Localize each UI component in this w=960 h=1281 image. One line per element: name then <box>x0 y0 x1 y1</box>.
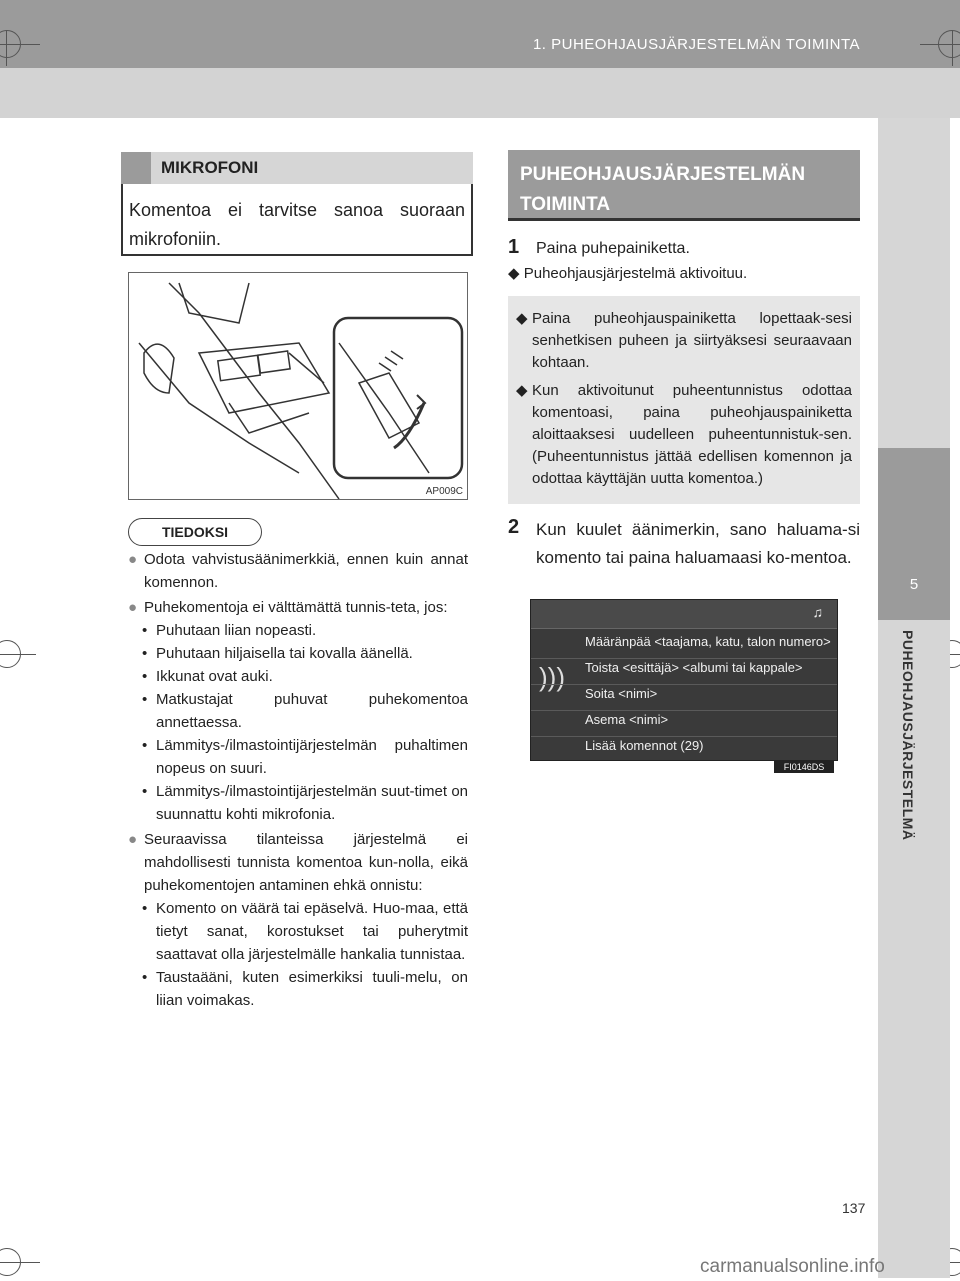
diamond-bullet-icon: ◆ <box>508 265 520 282</box>
step-2 <box>508 516 860 572</box>
note-sub-item: • Ikkunat ovat auki. <box>142 668 273 685</box>
info-item: ◆ Paina puheohjauspainiketta lopettaak-sesi senhetkisen puheen ja siirtyäksesi seuraavaan kohtaan. <box>516 310 852 371</box>
microphone-illustration <box>128 272 468 500</box>
chapter-number-box <box>878 448 950 620</box>
screen-figure-code: FI0146DS <box>774 761 834 773</box>
step-1 <box>508 236 860 262</box>
command-row[interactable]: Lisää komennot (29) <box>585 738 704 753</box>
voice-speaking-icon: ))) <box>539 662 565 692</box>
note-sub-item: • Puhutaan hiljaisella tai kovalla äänellä. <box>142 645 413 662</box>
registration-circle <box>0 1248 21 1276</box>
screen-top-bar <box>531 600 837 629</box>
command-row[interactable]: Soita <nimi> <box>531 680 837 711</box>
chapter-number: 5 <box>909 576 919 593</box>
diamond-bullet-icon: ◆ <box>516 382 528 399</box>
note-bullet: ● Puhekomentoja ei välttämättä tunnis-teta, jos: <box>128 596 468 619</box>
page-number: 137 <box>842 1200 866 1216</box>
chapter-side-tab <box>878 118 950 1278</box>
header-band-dark <box>0 0 960 68</box>
note-sub-item: • Matkustajat puhuvat puhekomentoa annettaessa. <box>142 691 468 731</box>
bullet-dot-icon: ● <box>128 599 138 616</box>
note-tag-label: TIEDOKSI <box>161 524 229 540</box>
registration-circle <box>0 640 21 668</box>
bullet-dot-icon: ● <box>128 831 138 848</box>
voice-recognition-icon: ♫ <box>812 604 823 620</box>
diamond-bullet-icon: ◆ <box>516 310 528 327</box>
voice-command-screen <box>530 599 838 761</box>
note-tag <box>128 518 262 546</box>
step-number: 2 <box>508 516 520 538</box>
note-sub-item: • Lämmitys-/ilmastointijärjestelmän puhaltimen nopeus on suuri. <box>142 737 468 777</box>
section-header-mikrofoni <box>121 152 473 184</box>
notes-list <box>128 548 468 1012</box>
command-row[interactable]: Määränpää <taajama, katu, talon numero> <box>531 628 837 659</box>
registration-circle <box>938 30 960 58</box>
info-box <box>508 296 860 504</box>
note-sub-item: • Taustaääni, kuten esimerkiksi tuuli-melu, on liian voimakas. <box>142 969 468 1009</box>
note-bullet: ● Odota vahvistusäänimerkkiä, ennen kuin annat komennon. <box>128 548 468 594</box>
note-sub-item: • Komento on väärä tai epäselvä. Huo-maa, että tietyt sanat, korostukset tai puherytmit saattavat olla järjestelmälle hankalia tunnistaa. <box>142 900 468 963</box>
footer-watermark: carmanualsonline.info <box>700 1256 885 1277</box>
note-bullet: ● Seuraavissa tilanteissa järjestelmä ei mahdollisesti tunnista komentoa kun-nolla, eikä puhekomentojen antaminen ehkä onnistu: <box>128 828 468 897</box>
command-row[interactable]: Toista <esittäjä> <albumi tai kappale> <box>531 654 837 685</box>
header-band <box>0 0 960 118</box>
note-sub-item: • Puhutaan liian nopeasti. <box>142 622 317 639</box>
step-text: Kun kuulet äänimerkin, sano haluama-si komento tai paina haluamaasi ko-mentoa. <box>536 520 860 567</box>
step-number: 1 <box>508 236 520 258</box>
section-intro-text: Komentoa ei tarvitse sanoa suoraan mikrofoniin. <box>129 200 465 249</box>
section-header-toiminta <box>508 150 860 221</box>
chapter-side-label: PUHEOHJAUSJÄRJESTELMÄ <box>900 630 916 841</box>
section-title: MIKROFONI <box>161 158 259 177</box>
figure-code: AP009C <box>425 486 463 497</box>
chapter-title: 1. PUHEOHJAUSJÄRJESTELMÄN TOIMINTA <box>532 36 860 53</box>
command-row[interactable]: Asema <nimi> <box>531 706 837 737</box>
overhead-console-drawing <box>129 273 467 499</box>
note-sub-item: • Lämmitys-/ilmastointijärjestelmän suut-timet on suunnattu kohti mikrofonia. <box>142 783 468 823</box>
section-title: PUHEOHJAUSJÄRJESTELMÄN TOIMINTA <box>520 164 806 215</box>
bullet-dot-icon: ● <box>128 551 138 568</box>
step-text: Paina puhepainiketta. <box>536 240 690 257</box>
step-1-result: ◆ Puheohjausjärjestelmä aktivoituu. <box>508 265 748 282</box>
info-item: ◆ Kun aktivoitunut puheentunnistus odottaa komentoasi, paina puheohjauspainiketta aloittaaksesi uudelleen puheentunnistuk-sen. (Puheentunnistus jättää edellisen komennon ja odottaa käyttäjän uutta komentoa.) <box>516 382 852 487</box>
section-intro-box <box>121 184 473 256</box>
